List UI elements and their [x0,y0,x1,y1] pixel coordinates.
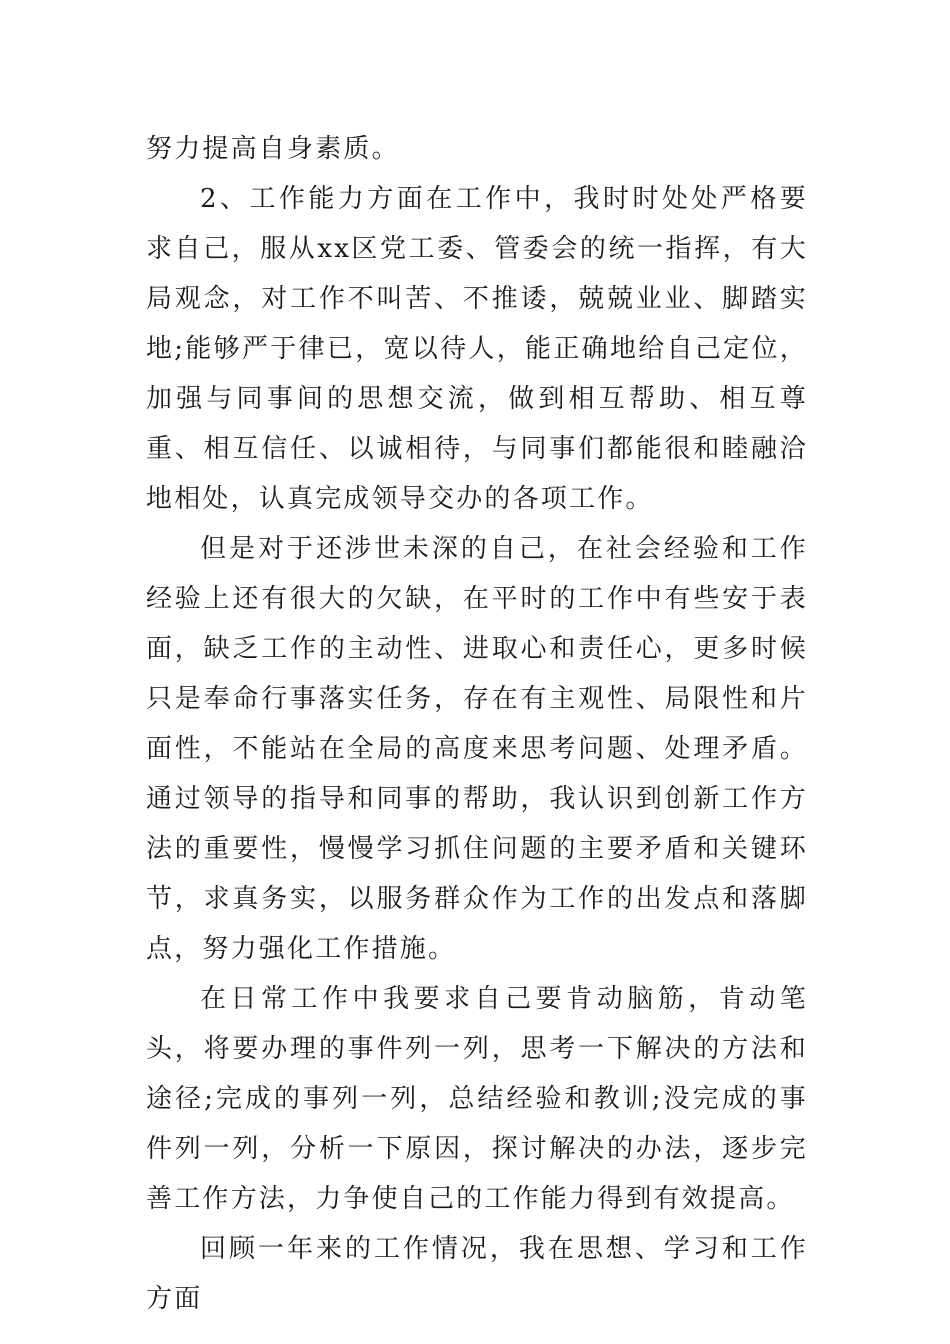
document-body [146,124,808,1324]
paragraph-shortcomings: 但是对于还涉世未深的自己，在社会经验和工作经验上还有很大的欠缺，在平时的工作中有些安于表面，缺乏工作的主动性、进取心和责任心，更多时候只是奉命行事落实任务，存在有主观性、局限性和片面性，不能站在全局的高度来思考问题、处理矛盾。通过领导的指导和同事的帮助，我认识到创新工作方法的重要性，慢慢学习抓住问题的主要矛盾和关键环节，求真务实，以服务群众作为工作的出发点和落脚点，努力强化工作措施。 [146,534,808,964]
paragraph-work-ability: 2、工作能力方面在工作中，我时时处处严格要求自己，服从xx区党工委、管委会的统一指挥，有大局观念，对工作不叫苦、不推诿，兢兢业业、脚踏实地;能够严于律已，宽以待人，能正确地给自己定位，加强与同事间的思想交流，做到相互帮助、相互尊重、相互信任、以诚相待，与同事们都能很和睦融洽地相处，认真完成领导交办的各项工作。 [146,184,808,514]
paragraph-daily-work: 在日常工作中我要求自己要肯动脑筋，肯动笔头，将要办理的事件列一列，思考一下解决的方法和途径;完成的事列一列，总结经验和教训;没完成的事件列一列，分析一下原因，探讨解决的办法，逐步完善工作方法，力争使自己的工作能力得到有效提高。 [146,984,808,1214]
paragraph-review: 回顾一年来的工作情况，我在思想、学习和工作方面 [146,1234,808,1314]
paragraph-continuation: 努力提高自身素质。 [146,134,400,164]
